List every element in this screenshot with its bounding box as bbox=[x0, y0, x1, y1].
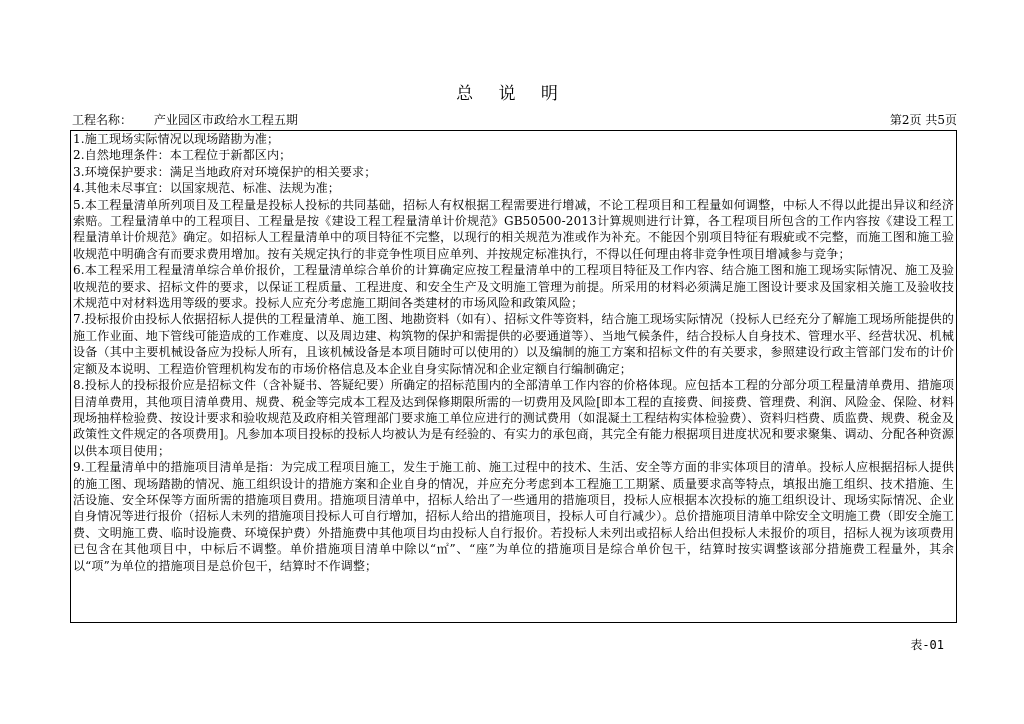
page-info: 第2页 共5页 bbox=[889, 113, 957, 127]
project-name: 产业园区市政给水工程五期 bbox=[153, 113, 298, 127]
project-label: 工程名称： bbox=[72, 113, 133, 127]
document-header bbox=[72, 112, 957, 129]
note-paragraph-1: 1.施工现场实际情况以现场踏勘为准； bbox=[73, 132, 280, 146]
form-code: 表-01 bbox=[910, 638, 944, 652]
note-paragraph-8: 8.投标人的投标报价应是招标文件（含补疑书、答疑纪要）所确定的招标范围内的全部清单工作内容的价格体现。应包括本工程的分部分项工程量清单费用、措施项目清单费用，其他项目清单费用、规费、税金等完成本工程及达到保修期限所需的一切费用及风险[即本工程的直接费、间接费、管理费、利润、风险金、保险、材料现场抽样检验费、按设计要求和验收规范及政府相关管理部门要求施工单位应进行的测试费用（如混凝土工程结构实体检验费）、资料归档费、质监费、规费、税金及政策性文件规定的各项费用]。凡参加本项目投标的投标人均被认为是有经验的、有实力的承包商，其完全有能力根据项目进度状况和要求聚集、调动、分配各种资源以供本项目使用； bbox=[73, 378, 954, 458]
note-paragraph-4: 4.其他未尽事宜：以国家规范、标准、法规为准； bbox=[73, 181, 340, 196]
note-paragraph-7: 7.投标报价由投标人依据招标人提供的工程量清单、施工图、地勘资料（如有）、招标文件等资料，结合施工现场实际情况（投标人已经充分了解施工现场所能提供的施工作业面、地下管线可能造成的工作难度、以及周边建、构筑物的保护和需提供的必要通道等）、当地气候条件，结合投标人自身技术、管理水平、经营状况、机械设备（其中主要机械设备应为投标人所有，且该机械设备是本项目随时可以使用的）以及编制的施工方案和招标文件的有关要求，参照建设行政主管部门发布的计价定额及本说明、工程造价管理机构发布的市场价格信息及本企业自身实际情况和企业定额自行编制确定； bbox=[73, 312, 954, 376]
notes-box bbox=[70, 130, 957, 623]
document-title: 总 说 明 bbox=[456, 84, 568, 104]
note-paragraph-9: 9.工程量清单中的措施项目清单是指：为完成工程项目施工，发生于施工前、施工过程中的技术、生活、安全等方面的非实体项目的清单。投标人应根据招标人提供的施工图、现场踏勘的情况、施工组织设计的措施方案和企业自身的情况，并应充分考虑到本工程施工工期紧、质量要求高等特点，填报出施工组织、技术措施、生活设施、安全环保等方面所需的措施项目费用。措施项目清单中，招标人给出了一些通用的措施项目，投标人应根据本次投标的施工组织设计、现场实际情况、企业自身情况等进行报价（招标人未列的措施项目投标人可自行增加，招标人给出的措施项目，投标人可自行减少）。总价措施项目清单中除安全文明施工费（即安全施工费、文明施工费、临时设施费、环境保护费）外措施费中其他项目均由投标人自行报价。若投标人未列出或招标人给出但投标人未报价的项目，招标人视为该项费用已包含在其他项目中，中标后不调整。单价措施项目清单中除以“㎡”、“座”为单位的措施项目是综合单价包干，结算时按实调整该部分措施费工程量外，其余以“项”为单位的措施项目是总价包干，结算时不作调整； bbox=[73, 460, 954, 573]
note-paragraph-3: 3.环境保护要求：满足当地政府对环境保护的相关要求； bbox=[73, 164, 377, 179]
note-paragraph-5: 5.本工程量清单所列项目及工程量是投标人投标的共同基础，招标人有权根据工程需要进行增减，不论工程项目和工程量如何调整，中标人不得以此提出异议和经济索赔。工程量清单中的工程项目、工程量是按《建设工程工程量清单计价规范》GB50500-2013计算规则进行计算，各工程项目所包含的工作内容按《建设工程工程量清单计价规范》确定。如招标人工程量清单中的项目特征不完整，以现行的相关规范为准或作为补充。不能因个别项目特征有瑕疵或不完整，而施工图和施工验收规范中明确含有而要求费用增加。按有关规定执行的非竞争性项目应单列、并按规定标准执行，不得以任何理由将非竞争性项目增减参与竞争； bbox=[73, 197, 954, 261]
note-paragraph-6: 6.本工程采用工程量清单综合单价报价，工程量清单综合单价的计算确定应按工程量清单中的工程项目特征及工作内容、结合施工图和施工现场实际情况、施工及验收规范的要求、招标文件的要求，以保证工程质量、工程进度、和安全生产及文明施工管理为前提。所采用的材料必须满足施工图设计要求及国家相关施工及验收技术规范中对材料选用等级的要求。投标人应充分考虑施工期间各类建材的市场风险和政策风险； bbox=[73, 263, 954, 311]
project-info bbox=[72, 112, 298, 129]
note-paragraph-2: 2.自然地理条件：本工程位于新都区内； bbox=[73, 148, 292, 163]
